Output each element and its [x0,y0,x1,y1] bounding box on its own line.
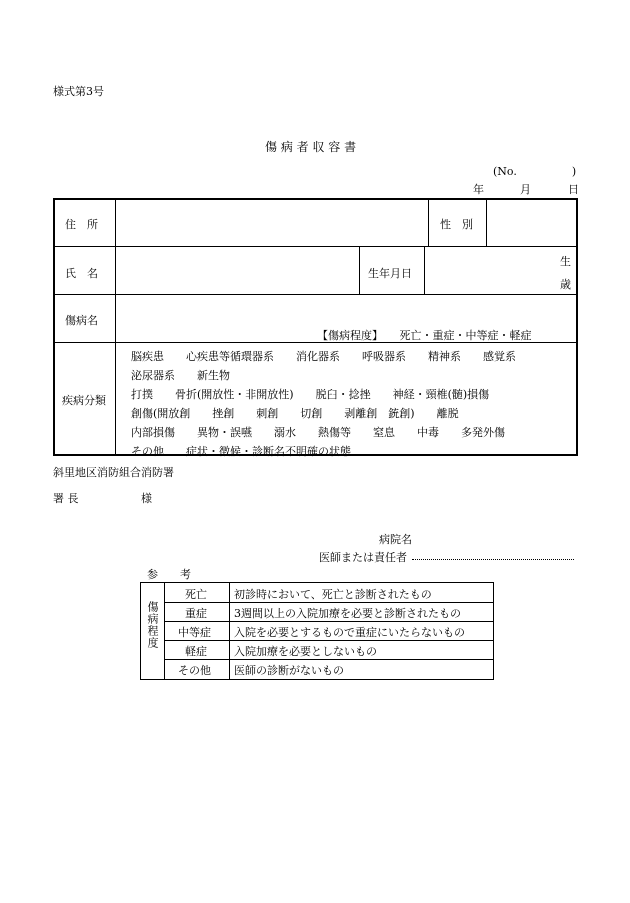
reference-description: 初診時において、死亡と診断されたもの [234,588,432,601]
reference-description: 入院加療を必要としないもの [234,645,377,658]
form-number: 様式第3号 [53,85,104,98]
address-label: 住 所 [65,218,98,231]
date-month[interactable]: 月 [520,183,531,196]
reference-side-label: 傷病程度 [146,601,159,649]
category-line: 泌尿器系 新生物 [131,369,230,382]
injury-label: 傷病名 [65,314,98,327]
sex-label: 性 別 [440,218,473,231]
reference-level: その他 [178,664,211,677]
column-divider [428,200,429,246]
row-divider [55,246,576,247]
name-label: 氏 名 [65,267,98,280]
reference-level: 重症 [185,607,207,620]
reference-title: 参 考 [147,568,191,581]
sex-field[interactable] [488,202,574,244]
severity-options[interactable]: 【傷病程度】 死亡・重症・中等症・軽症 [317,329,532,342]
category-line: 打撲 骨折(開放性・非開放性) 脱臼・捻挫 神経・頸椎(髄)損傷 [131,388,490,401]
reference-description: 医師の診断がないもの [234,664,344,677]
column-divider [229,583,230,679]
reference-description: 3週間以上の入院加療を必要と診断されたもの [234,607,461,620]
column-divider [115,200,116,454]
column-divider [486,200,487,246]
reference-level: 死亡 [185,588,207,601]
reference-description: 入院を必要とするもので重症にいたらないもの [234,626,465,639]
date-day[interactable]: 日 [568,183,579,196]
dob-field[interactable] [426,248,574,292]
category-line: 脳疾患 心疾患等循環器系 消化器系 呼吸器系 精神系 感覚系 [131,350,516,363]
date-year[interactable]: 年 [473,183,484,196]
doctor-signature-line[interactable] [412,559,574,560]
document-number[interactable]: (No. ) [493,165,577,178]
patient-form-table [53,198,578,456]
injury-field[interactable] [117,296,574,324]
row-divider [164,659,493,660]
row-divider [164,640,493,641]
hospital-label: 病院名 [379,533,412,546]
category-line: 創傷(開放創 挫創 刺創 切創 剥離創 銃創) 離脱 [131,407,459,420]
doctor-label: 医師または責任者 [319,551,407,564]
category-options[interactable] [131,347,516,461]
row-divider [164,621,493,622]
page-title: 傷 病 者 収 容 書 [265,140,357,154]
category-label: 疾病分類 [62,394,106,407]
row-divider [164,602,493,603]
fire-station-name: 斜里地区消防組合消防署 [53,466,174,479]
row-divider [55,294,576,295]
address-field[interactable] [117,202,426,244]
name-field[interactable] [117,248,357,292]
column-divider [359,246,360,294]
category-line: その他 症状・徴候・診断名不明確の状態 [131,445,351,458]
age-suffix: 歳 [560,278,571,291]
honorific: 様 [141,492,152,505]
reference-level: 軽症 [185,645,207,658]
reference-table [140,582,494,680]
category-line: 内部損傷 異物・誤嚥 溺水 熱傷等 窒息 中毒 多発外傷 [131,426,505,439]
station-chief-label: 署 長 [53,492,79,505]
born-suffix: 生 [560,255,571,268]
dob-label: 生年月日 [368,267,412,280]
reference-level: 中等症 [178,626,211,639]
column-divider [424,246,425,294]
column-divider [164,583,165,679]
